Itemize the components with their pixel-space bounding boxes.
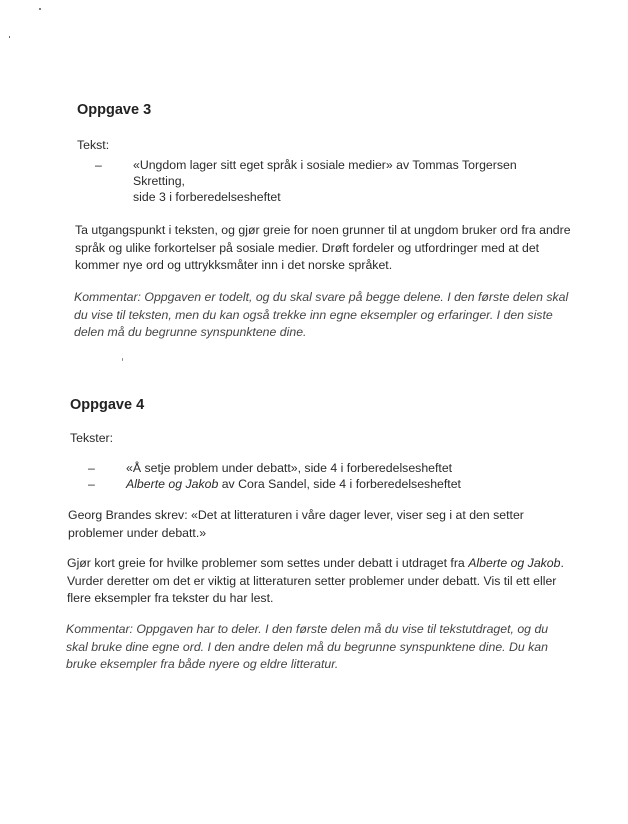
task4-source-list	[88, 460, 558, 492]
task4-heading: Oppgave 4	[70, 397, 145, 413]
task3-prompt: Ta utgangspunkt i teksten, og gjør greie for noen grunner til at ungdom bruker ord fra andre språk og ulike forkortelser på sosiale medier. Drøft fordeler og utfordringer med at det kommer nye ord og uttrykksmåter inn i det norske språket.	[75, 223, 571, 272]
scan-speck	[9, 36, 10, 38]
task4-prompt-part1: Gjør kort greie for hvilke problemer som settes under debatt i utdraget fra	[67, 556, 469, 570]
list-item	[95, 157, 565, 205]
task4-prompt	[67, 555, 572, 608]
scan-speck	[39, 8, 41, 10]
task4-source-2-rest: av Cora Sandel, side 4 i forberedelsesheftet	[218, 477, 461, 491]
task4-source-1-rest: , side 4 i forberedelsesheftet	[297, 461, 453, 475]
list-dash: –	[88, 477, 95, 491]
task3-source-line1: «Ungdom lager sitt eget språk i sosiale medier» av Tommas Torgersen Skretting,	[133, 158, 517, 188]
task3-source-line2: side 3 i forberedelsesheftet	[133, 190, 281, 204]
task3-text-label: Tekst:	[77, 138, 110, 152]
task4-prompt-part2: . Vurder deretter om det er viktig at litteraturen setter problemer under debatt. Vis til ett eller flere eksempler fra tekster du har lest.	[67, 556, 564, 605]
task3-comment: Kommentar: Oppgaven er todelt, og du skal svare på begge delene. I den første delen skal du vise til teksten, men du kan også trekke inn egne eksempler og erfaringer. I den siste delen må du begrunne synspunktene dine.	[74, 290, 569, 339]
task4-comment: Kommentar: Oppgaven har to deler. I den første delen må du vise til tekstutdraget, og du skal bruke dine egne ord. I den andre delen må du begrunne synspunktene dine. Du kan bruke eksempler fra både nyere og eldre litteratur.	[66, 622, 549, 671]
task3-source-list	[95, 157, 565, 205]
list-item	[88, 476, 558, 492]
scan-speck	[122, 358, 123, 361]
task4-quote: Georg Brandes skrev: «Det at litteraturen i våre dager lever, viser seg i at den setter problemer under debatt.»	[68, 508, 524, 540]
task4-prompt-title: Alberte og Jakob	[468, 556, 561, 570]
task4-source-2-title: Alberte og Jakob	[126, 477, 219, 491]
list-item	[88, 460, 558, 476]
task3-heading: Oppgave 3	[77, 102, 152, 118]
list-dash: –	[88, 461, 95, 475]
task4-texts-label: Tekster:	[70, 431, 114, 445]
task4-source-1-title: «Å setje problem under debatt»	[126, 461, 298, 475]
list-dash: –	[95, 158, 102, 172]
